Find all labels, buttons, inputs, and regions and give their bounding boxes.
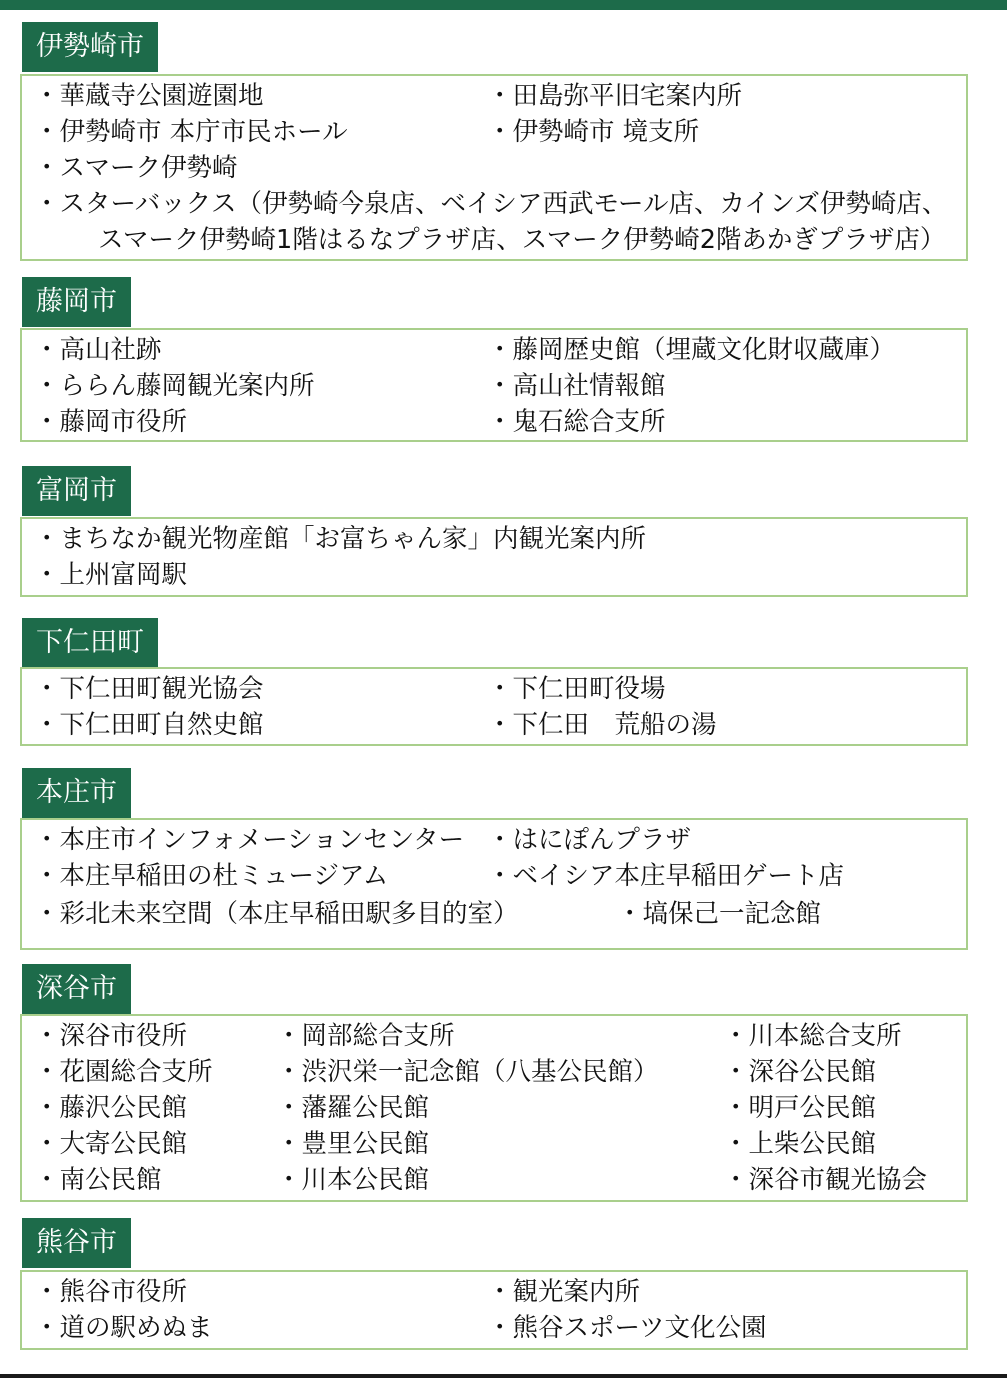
list-item: ・本庄市インフォメーションセンター [34,825,465,855]
list-item: ・スマーク伊勢崎 [34,153,238,183]
list-item: ・下仁田町観光協会 [34,674,264,704]
section-header-fujioka: 藤岡市 [22,277,131,327]
list-item: ・上柴公民館 [723,1129,877,1159]
list-item: ・ベイシア本庄早稲田ゲート店 [487,861,845,891]
list-item: ・伊勢崎市 境支所 [487,117,700,147]
list-item: ・深谷公民館 [723,1057,877,1087]
list-item: ・本庄早稲田の杜ミュージアム [34,861,389,891]
list-item: ・塙保己一記念館 [617,899,822,929]
list-item: ・ららん藤岡観光案内所 [34,371,315,401]
list-item: ・熊谷市役所 [34,1277,188,1307]
list-item: ・まちなか観光物産館「お富ちゃん家」内観光案内所 [34,524,647,554]
list-item: ・藩羅公民館 [276,1093,430,1123]
section-header-kumagaya: 熊谷市 [22,1218,131,1268]
list-item: ・彩北未来空間（本庄早稲田駅多目的室） [34,899,519,929]
list-item: ・高山社情報館 [487,371,666,401]
list-item: ・観光案内所 [487,1277,641,1307]
list-item: ・岡部総合支所 [276,1021,455,1051]
list-item: ・藤岡歴史館（埋蔵文化財収蔵庫） [487,335,896,365]
list-item: ・熊谷スポーツ文化公園 [487,1313,767,1343]
section-header-tomioka: 富岡市 [22,466,131,516]
list-item: ・大寄公民館 [34,1129,188,1159]
bottom-rule [0,1374,1007,1378]
section-header-isesaki: 伊勢崎市 [22,22,158,72]
list-item: ・下仁田町役場 [487,674,666,704]
list-item: ・下仁田 荒船の湯 [487,710,717,740]
list-item: ・鬼石総合支所 [487,407,666,437]
list-item: ・華蔵寺公園遊園地 [34,81,264,111]
list-item: ・下仁田町自然史館 [34,710,264,740]
list-item: ・はにぽんプラザ [487,825,692,855]
list-item: ・上州富岡駅 [34,560,188,590]
section-header-shimonita: 下仁田町 [22,618,158,668]
list-item: ・南公民館 [34,1165,162,1195]
list-item: ・藤岡市役所 [34,407,188,437]
section-header-fukaya: 深谷市 [22,964,131,1014]
list-item: ・藤沢公民館 [34,1093,188,1123]
section-header-honjo: 本庄市 [22,768,131,818]
list-item: ・伊勢崎市 本庁市民ホール [34,117,348,147]
list-item: ・高山社跡 [34,335,162,365]
list-item: ・渋沢栄一記念館（八基公民館） [276,1057,659,1087]
list-item: ・スターバックス（伊勢崎今泉店、ベイシア西武モール店、カインズ伊勢崎店、 [34,189,948,219]
list-item: ・明戸公民館 [723,1093,877,1123]
list-item: ・深谷市役所 [34,1021,188,1051]
list-item: ・道の駅めぬま [34,1313,213,1343]
top-accent-bar [0,0,1007,10]
list-item: ・深谷市観光協会 [723,1165,928,1195]
list-item: ・田島弥平旧宅案内所 [487,81,743,111]
list-item: スマーク伊勢崎1階はるなプラザ店、スマーク伊勢崎2階あかぎプラザ店） [98,225,946,255]
list-item: ・川本公民館 [276,1165,430,1195]
list-item: ・川本総合支所 [723,1021,902,1051]
list-item: ・花園総合支所 [34,1057,213,1087]
list-item: ・豊里公民館 [276,1129,430,1159]
